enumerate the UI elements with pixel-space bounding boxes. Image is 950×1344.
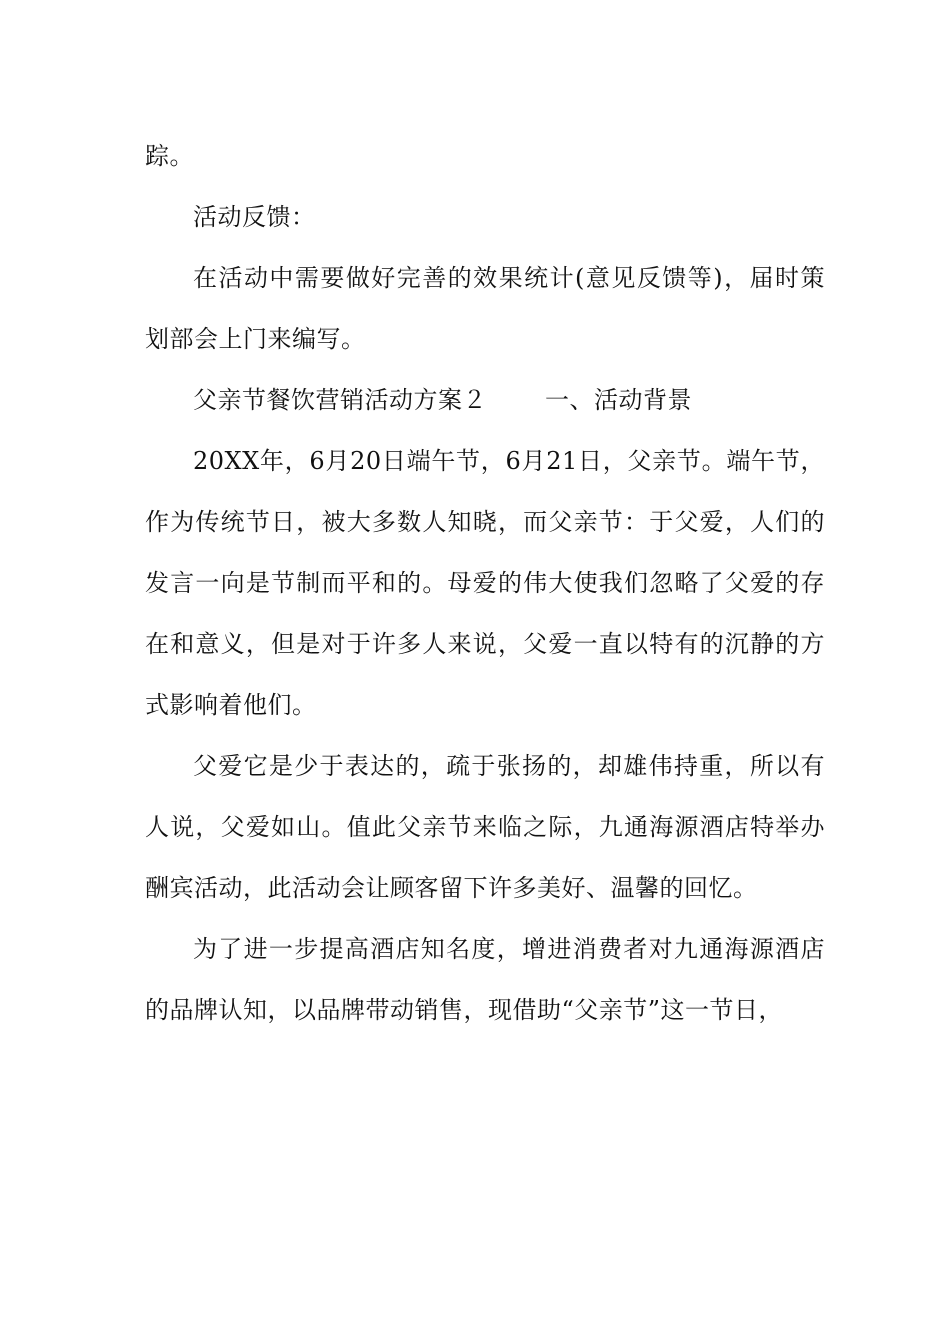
section-heading-background: 一、活动背景 [545,386,692,414]
section-title-line [145,370,825,431]
paragraph-background-3: 为了进一步提高酒店知名度，增进消费者对九通海源酒店的品牌认知，以品牌带动销售，现借助“父亲节”这一节日， [145,935,825,1024]
document-body [145,126,825,1041]
paragraph-background-2: 父爱它是少于表达的，疏于张扬的，却雄伟持重，所以有人说，父爱如山。值此父亲节来临之际，九通海源酒店特举办酬宾活动，此活动会让顾客留下许多美好、温馨的回忆。 [145,752,825,902]
paragraph-continuation: 踪。 [145,142,194,170]
paragraph-feedback-body: 在活动中需要做好完善的效果统计(意见反馈等)，届时策划部会上门来编写。 [145,264,825,353]
paragraph-feedback-heading: 活动反馈： [193,203,316,231]
plan-title: 父亲节餐饮营销活动方案２ [193,386,487,414]
paragraph-background-1: 20XX年，6月20日端午节，6月21日，父亲节。端午节，作为传统节日，被大多数人知晓，而父亲节：于父爱，人们的发言一向是节制而平和的。母爱的伟大使我们忽略了父爱的存在和意义，但是对于许多人来说，父爱一直以特有的沉静的方式影响着他们。 [145,447,825,719]
